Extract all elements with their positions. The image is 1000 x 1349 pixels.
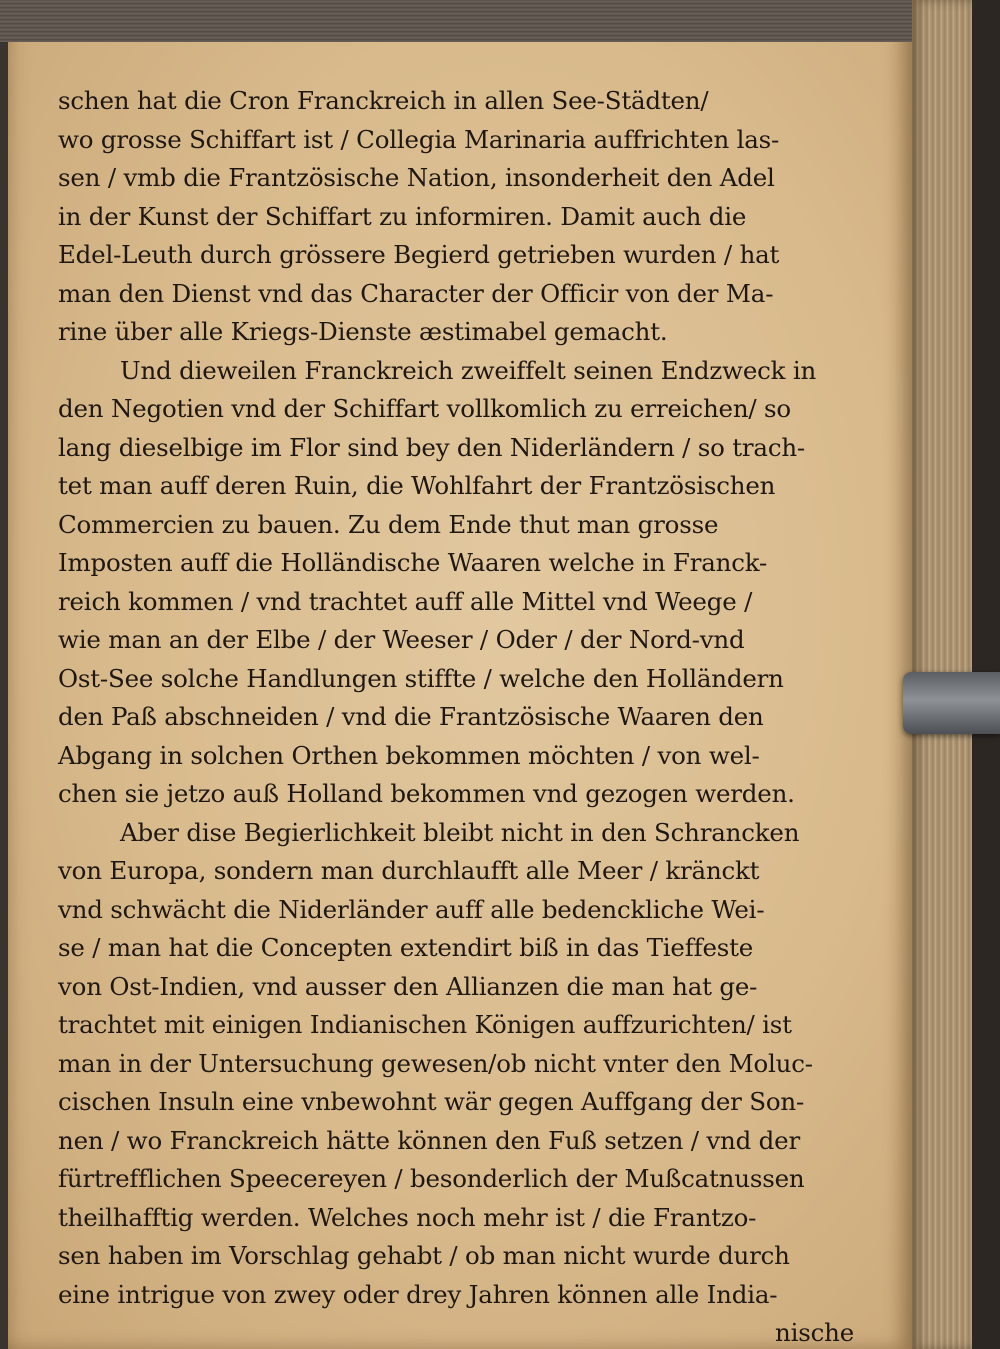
text-line: wie man an der Elbe / der Weeser / Oder / der Nord-vnd [58, 625, 745, 654]
book-page [8, 0, 912, 1349]
text-line: schen hat die Cron Franckreich in allen See-Städten/ [58, 86, 709, 115]
text-line: theilhafftig werden. Welches noch mehr ist / die Frantzo- [58, 1202, 757, 1232]
text-line: Ost-See solche Handlungen stiffte / welche den Holländern [58, 663, 784, 693]
text-line: den Paß abschneiden / vnd die Frantzösische Waaren den [58, 702, 764, 731]
text-line: eine intrigue von zwey oder drey Jahren können alle India- [58, 1279, 778, 1309]
text-line: man in der Untersuchung gewesen/ob nicht vnter den Moluc- [58, 1048, 813, 1078]
text-line: wo grosse Schiffart ist / Collegia Marinaria auffrichten las- [58, 124, 780, 154]
paragraph-start-line: Aber dise Begierlichkeit bleibt nicht in den Schrancken [120, 817, 800, 847]
text-line: tet man auff deren Ruin, die Wohlfahrt der Frantzösischen [58, 471, 776, 500]
text-line: reich kommen / vnd trachtet auff alle Mittel vnd Weege / [58, 586, 753, 616]
text-line: von Ost-Indien, vnd ausser den Allianzen die man hat ge- [58, 971, 758, 1001]
text-line: fürtrefflichen Speecereyen / besonderlich der Mußcatnussen [58, 1164, 805, 1193]
text-line: in der Kunst der Schiffart zu informiren. Damit auch die [58, 201, 747, 231]
text-line: Imposten auff die Holländische Waaren welche in Franck- [58, 548, 768, 577]
text-line: cischen Insuln eine vnbewohnt wär gegen Auffgang der Son- [58, 1087, 805, 1116]
text-line: man den Dienst vnd das Character der Officir von der Ma- [58, 278, 774, 308]
text-line: Edel-Leuth durch grössere Begierd getrieben wurden / hat [58, 240, 780, 269]
text-line: sen / vmb die Frantzösische Nation, insonderheit den Adel [58, 163, 775, 192]
text-line: nen / wo Franckreich hätte können den Fuß setzen / vnd der [58, 1125, 800, 1155]
text-line: sen haben im Vorschlag gehabt / ob man nicht wurde durch [58, 1241, 790, 1270]
text-line: von Europa, sondern man durchlaufft alle Meer / kränckt [58, 856, 760, 885]
text-line: trachtet mit einigen Indianischen Königen auffzurichten/ ist [58, 1010, 792, 1039]
text-line: lang dieselbige im Flor sind bey den Niderländern / so trach- [58, 432, 806, 462]
body-text [58, 82, 858, 1349]
text-line: chen sie jetzo auß Holland bekommen vnd gezogen werden. [58, 779, 795, 808]
page-clip [903, 672, 1000, 734]
text-line: rine über alle Kriegs-Dienste æstimabel gemacht. [58, 317, 668, 346]
paragraph-start-line: Und dieweilen Franckreich zweiffelt seinen Endzweck in [120, 355, 817, 385]
text-line: Abgang in solchen Orthen bekommen möchten / von wel- [58, 740, 760, 770]
text-line: den Negotien vnd der Schiffart vollkomlich zu erreichen/ so [58, 394, 791, 423]
catchword: nische [775, 1318, 854, 1347]
text-line: se / man hat die Concepten extendirt biß in das Tieffeste [58, 933, 754, 962]
top-page-edges [0, 0, 1000, 42]
text-line: Commercien zu bauen. Zu dem Ende thut man grosse [58, 509, 719, 539]
text-line: vnd schwächt die Niderländer auff alle bedenckliche Wei- [58, 894, 765, 924]
